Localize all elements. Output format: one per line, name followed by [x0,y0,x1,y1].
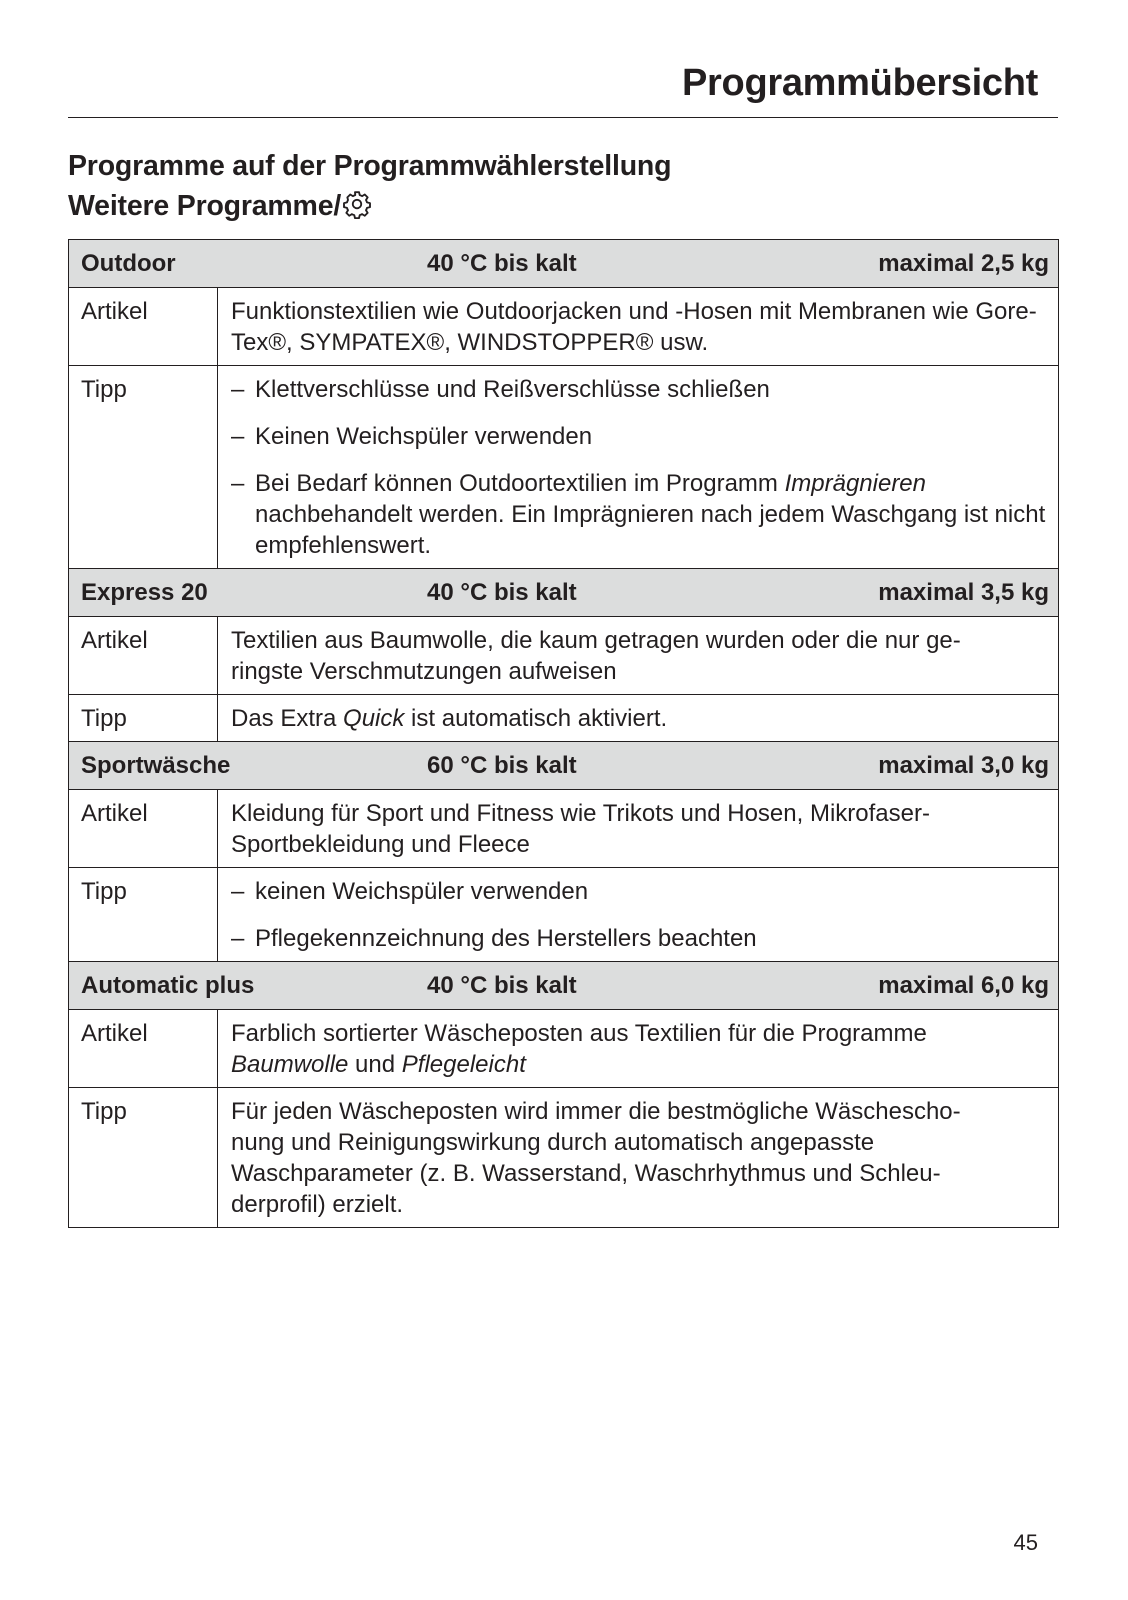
row-label: Tipp [69,868,218,962]
tipp-list [231,374,1046,561]
tipp-row [69,695,1059,742]
program-temperature: 60 °C bis kalt [427,752,577,779]
program-temperature: 40 °C bis kalt [427,579,577,606]
row-label: Tipp [69,366,218,569]
section-heading-line2-wrap [68,186,671,226]
program-name: Express 20 [81,579,208,606]
artikel-text: Farblich sortierter Wäscheposten aus Textilien für die Programme Baumwolle und Pflegeleicht [218,1010,1059,1088]
artikel-text: Textilien aus Baumwolle, die kaum getragen wurden oder die nur ge- ringste Verschmutzungen aufweisen [218,617,1059,695]
list-item: – Bei Bedarf können Outdoortextilien im Programm Imprägnieren nachbehandelt werden. Ein Imprägnieren nach jedem Waschgang ist nicht empfehlenswert. [231,468,1046,561]
artikel-row [69,790,1059,868]
row-label: Artikel [69,1010,218,1088]
artikel-row [69,288,1059,366]
tipp-row [69,868,1059,962]
artikel-text: Funktionstextilien wie Outdoorjacken und -Hosen mit Membranen wie Gore-Tex®, SYMPATEX®, WINDSTOPPER® usw. [218,288,1059,366]
program-table [68,239,1059,1228]
tipp-list [231,876,1046,954]
row-label: Tipp [69,1088,218,1228]
program-temperature: 40 °C bis kalt [427,972,577,999]
program-load: maximal 3,0 kg [878,752,1049,779]
tipp-text: Für jeden Wäscheposten wird immer die bestmögliche Wäschescho- nung und Reinigungswirkung durch automatisch angepasste Waschparameter (z. B. Wasserstand, Waschrhythmus und Schleu- derprofil) erzielt. [218,1088,1059,1228]
list-item: – Klettverschlüsse und Reißverschlüsse schließen [231,374,1046,405]
artikel-text: Kleidung für Sport und Fitness wie Trikots und Hosen, Mikrofaser-Sportbekleidung und Fleece [218,790,1059,868]
program-header-row [69,240,1059,288]
program-header-row [69,962,1059,1010]
list-item: – Keinen Weichspüler verwenden [231,421,1046,452]
row-label: Artikel [69,617,218,695]
program-temperature: 40 °C bis kalt [427,250,577,277]
artikel-row [69,617,1059,695]
tipp-row [69,366,1059,569]
section-heading-line2: Weitere Programme/ [68,190,342,222]
list-item: – keinen Weichspüler verwenden [231,876,1046,907]
section-heading [68,146,671,226]
row-label: Artikel [69,288,218,366]
program-header-row [69,569,1059,617]
row-label: Artikel [69,790,218,868]
program-header-row [69,742,1059,790]
program-name: Sportwäsche [81,752,231,779]
gear-icon [342,189,372,219]
program-load: maximal 3,5 kg [878,579,1049,606]
header-divider [68,117,1058,118]
section-heading-line1: Programme auf der Programmwählerstellung [68,150,672,182]
tipp-text: Das Extra Quick ist automatisch aktiviert. [218,695,1059,742]
program-load: maximal 2,5 kg [878,250,1049,277]
program-name: Outdoor [81,250,176,277]
list-item: – Pflegekennzeichnung des Herstellers beachten [231,923,1046,954]
page-number: 45 [1013,1530,1038,1555]
tipp-row [69,1088,1059,1228]
page-header-title: Programmübersicht [682,62,1038,104]
program-load: maximal 6,0 kg [878,972,1049,999]
row-label: Tipp [69,695,218,742]
artikel-row [69,1010,1059,1088]
program-name: Automatic plus [81,972,255,999]
